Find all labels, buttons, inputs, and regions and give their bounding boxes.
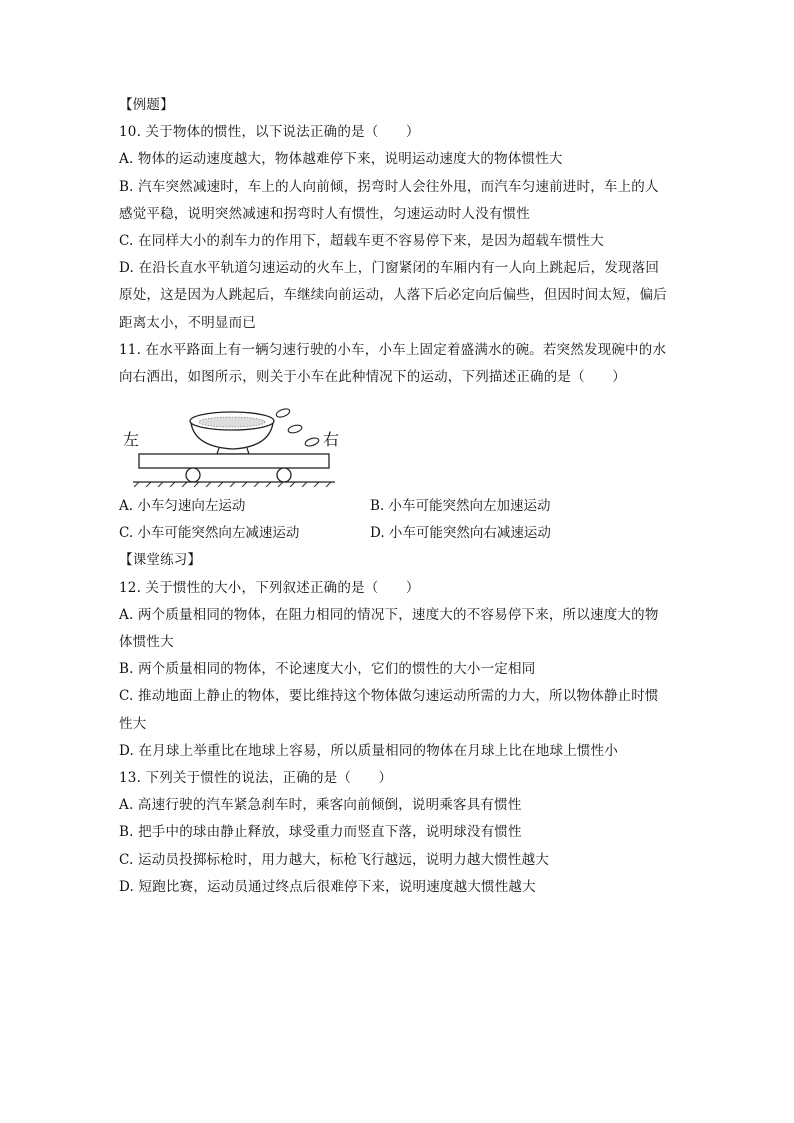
question-13-option-b: B. 把手中的球由静止释放，球受重力而竖直下落，说明球没有惯性 <box>119 824 522 841</box>
question-13-option-d: D. 短跑比赛，运动员通过终点后很难停下来，说明速度越大惯性越大 <box>119 878 536 895</box>
question-12-option-c-line1: C. 推动地面上静止的物体，要比维持这个物体做匀速运动所需的力大，所以物体静止时惯 <box>119 688 659 705</box>
question-10-option-d-line2: 原处，这是因为人跳起后，车继续向前运动，人落下后必定向后偏些，但因时间太短，偏后 <box>119 287 667 304</box>
cart-bowl-figure <box>119 395 349 487</box>
question-13-option-a: A. 高速行驶的汽车紧急刹车时，乘客向前倾倒，说明乘客具有惯性 <box>119 797 522 814</box>
figure-left-label: 左 <box>123 430 140 450</box>
ground-hatch <box>134 482 331 487</box>
question-13-stem: 13. 下列关于惯性的说法，正确的是（ ） <box>119 769 393 786</box>
question-10-stem: 10. 关于物体的惯性，以下说法正确的是（ ） <box>119 124 420 141</box>
question-10-option-c: C. 在同样大小的刹车力的作用下，超载车更不容易停下来，是因为超载车惯性大 <box>119 232 604 249</box>
question-11-options-row2 <box>119 520 679 547</box>
worksheet-page <box>119 92 679 901</box>
question-10-option-d-line1: D. 在沿长直水平轨道匀速运动的火车上，门窗紧闭的车厢内有一人向上跳起后，发现落回 <box>119 260 660 277</box>
water-surface <box>199 417 265 427</box>
question-10-option-b-line2: 感觉平稳，说明突然减速和拐弯时人有惯性，匀速运动时人没有惯性 <box>119 205 530 222</box>
question-10-option-d-line3: 距离太小，不明显而已 <box>119 314 256 331</box>
question-13-option-c: C. 运动员投掷标枪时，用力越大，标枪飞行越远，说明力越大惯性越大 <box>119 851 550 868</box>
cart-wheel-right <box>277 468 291 482</box>
question-12-option-a-line1: A. 两个质量相同的物体，在阻力相同的情况下，速度大的不容易停下来，所以速度大的物 <box>119 606 659 623</box>
cart-body <box>139 454 329 468</box>
question-11-options-row1 <box>119 493 679 520</box>
cart-bowl-diagram <box>119 395 349 487</box>
question-11-option-a: A. 小车匀速向左运动 <box>119 498 246 515</box>
section-example-heading: 【例题】 <box>119 97 174 113</box>
water-drop-1 <box>275 407 291 418</box>
question-13 <box>119 765 679 901</box>
question-10-option-a: A. 物体的运动速度越大，物体越难停下来，说明运动速度大的物体惯性大 <box>119 151 563 168</box>
question-10 <box>119 119 679 337</box>
question-11-option-c: C. 小车可能突然向左减速运动 <box>119 525 300 542</box>
question-12 <box>119 575 679 765</box>
water-drop-3 <box>304 437 319 448</box>
section-practice-heading: 【课堂练习】 <box>119 552 202 569</box>
question-12-stem: 12. 关于惯性的大小，下列叙述正确的是（ ） <box>119 579 420 596</box>
water-drop-2 <box>287 424 302 434</box>
question-12-option-b: B. 两个质量相同的物体，不论速度大小，它们的惯性的大小一定相同 <box>119 661 536 678</box>
cart-wheel-left <box>186 468 200 482</box>
figure-right-label: 右 <box>323 430 340 450</box>
question-11 <box>119 337 679 548</box>
question-12-option-d: D. 在月球上举重比在地球上容易，所以质量相同的物体在月球上比在地球上惯性小 <box>119 742 619 759</box>
question-12-option-a-line2: 体惯性大 <box>119 634 174 651</box>
question-11-option-d: D. 小车可能突然向右减速运动 <box>370 525 551 542</box>
question-11-option-b: B. 小车可能突然向左加速运动 <box>370 498 551 515</box>
question-12-option-c-line2: 性大 <box>119 715 147 732</box>
question-10-option-b-line1: B. 汽车突然减速时，车上的人向前倾，拐弯时人会往外甩，而汽车匀速前进时，车上的人 <box>119 178 659 195</box>
question-11-stem-line1: 11. 在水平路面上有一辆匀速行驶的小车，小车上固定着盛满水的碗。若突然发现碗中的水 <box>119 341 667 358</box>
question-11-stem-line2: 向右洒出，如图所示，则关于小车在此种情况下的运动，下列描述正确的是（ ） <box>119 368 626 385</box>
